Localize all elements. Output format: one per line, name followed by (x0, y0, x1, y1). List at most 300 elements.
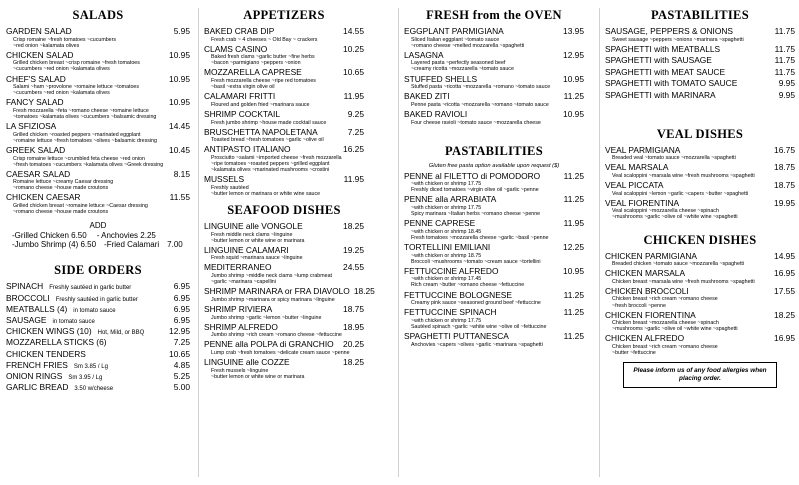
menu-item-row (6, 170, 190, 180)
menu-item (204, 340, 364, 356)
menu-item-price: 11.95 (563, 218, 584, 229)
side-order-price: 5.00 (173, 382, 190, 393)
side-order-name: MOZZARELLA STICKS (6) (6, 337, 107, 348)
menu-item-name: CAESAR SALAD (6, 168, 71, 179)
menu-item-price: 8.15 (173, 168, 190, 179)
menu-item-description: Sweet sausage ~peppers ~onions ~marinara ~spaghetti (612, 36, 744, 43)
menu-item-description: ~with chicken or shrimp 18.75 (411, 252, 482, 259)
add-ons-title: ADD (89, 221, 107, 231)
menu-item-name: SHRIMP COCKTAIL (204, 108, 281, 119)
menu-item (6, 51, 190, 73)
menu-item-description: Prosciutto ~salami ~imported cheese ~fresh mozzarella (211, 154, 342, 161)
chicken-list (605, 252, 795, 357)
menu-item-name: MOZZARELLA CAPRESE (204, 67, 302, 78)
menu-item-row (204, 68, 364, 78)
menu-item-row (404, 195, 584, 205)
menu-item-row (404, 243, 584, 253)
side-order-name: GARLIC BREAD (6, 382, 69, 393)
menu-item (605, 334, 795, 356)
menu-item-description: ~with chicken or shrimp 17.45 (411, 276, 482, 283)
menu-item (605, 163, 795, 179)
menu-item (6, 98, 190, 120)
menu-item (204, 92, 364, 108)
menu-item-description: ~butter ~fettuccine (612, 350, 656, 357)
menu-item-description: ~romaine lettuce ~fresh tomatoes ~olives ~balsamic dressing (13, 137, 157, 144)
menu-item-price: 11.95 (343, 174, 364, 185)
add-on-item: -Fried Calamari (104, 240, 160, 250)
add-on-item: -Jumbo Shrimp (4) 6.50 (12, 240, 97, 250)
menu-item-name: LINGUINE alle VONGOLE (204, 220, 303, 231)
menu-item-description: Breaded veal ~tomato sauce ~mozzarella ~spaghetti (612, 155, 736, 162)
menu-item-row (204, 145, 364, 155)
menu-item-name: ANTIPASTO ITALIANO (204, 144, 291, 155)
menu-item-name: SAUSAGE, PEPPERS & ONIONS (605, 26, 733, 36)
column-1 (6, 6, 190, 395)
seafood-list (204, 220, 375, 380)
side-order-price: 10.65 (169, 348, 190, 359)
menu-item-row (605, 269, 795, 279)
menu-item-description: Jumbo shrimp ~marinara or spicy marinara ~linguine (211, 296, 335, 303)
menu-item-price: 14.45 (169, 121, 190, 132)
side-order-name: ONION RINGS (6, 371, 63, 382)
side-order-name: BROCCOLI (6, 292, 50, 303)
menu-item-row (404, 27, 584, 37)
menu-item-price: 10.25 (343, 43, 364, 54)
menu-item-name: VEAL PICCATA (605, 180, 664, 191)
menu-item-name: PENNE alla ARRABIATA (404, 194, 497, 205)
menu-item-price: 9.95 (778, 78, 795, 89)
menu-item-name: VEAL PARMIGIANA (605, 144, 681, 155)
menu-item (605, 146, 795, 162)
side-order-price: 5.25 (173, 371, 190, 382)
menu-item-name: CALAMARI FRITTI (204, 91, 276, 102)
side-order-name: MEATBALLS (4) (6, 303, 68, 314)
menu-item-row (605, 334, 795, 344)
menu-item-price: 10.95 (169, 97, 190, 108)
menu-item (204, 246, 364, 262)
menu-item (605, 287, 795, 309)
menu-item-name: CHICKEN ALFREDO (605, 333, 685, 344)
side-order-row (6, 383, 190, 394)
menu-item-description: Fresh crab ~ 4 cheeses ~ Old Bay ~ crackers (211, 36, 318, 43)
menu-item-name: VEAL MARSALA (605, 162, 669, 173)
menu-item (204, 222, 364, 244)
add-on-price: 7.00 (167, 240, 183, 250)
side-order-note (86, 353, 92, 359)
menu-item (6, 170, 190, 192)
menu-item-row (204, 92, 364, 102)
menu-item-price: 10.95 (563, 108, 584, 119)
menu-item-price: 14.55 (343, 26, 364, 36)
menu-item-description: Grilled chicken breast ~crisp romaine ~fresh tomatoes (13, 60, 140, 67)
menu-item-row (605, 181, 795, 191)
menu-item (204, 45, 364, 67)
menu-item-row (605, 163, 795, 173)
menu-item (6, 27, 190, 49)
menu-item (6, 193, 190, 215)
menu-item-name: GARDEN SALAD (6, 26, 72, 36)
menu-item-row (204, 340, 364, 350)
menu-item-name: FANCY SALAD (6, 97, 64, 108)
menu-item-price: 19.95 (774, 197, 795, 208)
menu-item-name: SHRIMP RIVIERA (204, 303, 273, 314)
menu-item-name: LINGUINE CALAMARI (204, 244, 289, 255)
menu-item-name: SPAGHETTI with TOMATO SAUCE (605, 78, 738, 89)
menu-item-row (204, 45, 364, 55)
menu-item-description: Sliced Italian eggplant ~tomato sauce (411, 36, 500, 43)
menu-item-row (605, 68, 795, 78)
menu-item-row (605, 287, 795, 297)
menu-item (605, 199, 795, 221)
menu-item (404, 267, 584, 289)
column-divider (198, 8, 199, 477)
menu-item-description: ~fresh tomatoes ~cucumbers ~kalamata olives ~Greek dressing (13, 161, 164, 168)
menu-item-name: SHRIMP ALFREDO (204, 321, 278, 332)
menu-item-price: 10.95 (169, 73, 190, 84)
menu-item-price: 11.25 (563, 170, 584, 181)
menu-item (605, 91, 795, 101)
menu-item-row (204, 358, 364, 368)
menu-item (404, 308, 584, 330)
menu-item-description: Creamy pink sauce ~seasoned ground beef ~fettuccine (411, 300, 541, 307)
side-order-note: Sm 3.95 / Lg (68, 375, 103, 382)
menu-item-row (6, 146, 190, 156)
menu-item-description: ~cucumbers ~red onion ~kalamata olives (13, 90, 110, 97)
menu-item-row (605, 45, 795, 55)
side-order-price: 6.95 (173, 315, 190, 326)
column-2 (204, 6, 375, 382)
menu-item (404, 51, 584, 73)
menu-item-row (404, 219, 584, 229)
menu-item-price: 10.95 (563, 73, 584, 84)
menu-item (605, 27, 795, 43)
menu-item-name: CHICKEN PARMIGIANA (605, 250, 697, 261)
menu-item-description: Chicken breast ~mozzarella cheese ~spinach (612, 320, 719, 327)
menu-item-description: ~romano cheese ~melted mozzarella ~spaghetti (411, 42, 525, 49)
menu-item-description: Fresh jumbo shrimp ~house made cocktail sauce (211, 119, 327, 126)
side-order-note: 3.50 w/cheese (74, 386, 114, 393)
menu-item-row (6, 193, 190, 203)
menu-item-description: Sautéed spinach ~garlic ~white wine ~olive oil ~fettuccine (411, 323, 547, 330)
menu-item-description: ~with chicken or shrimp 17.75 (411, 317, 482, 324)
menu-item-name: BAKED ZITI (404, 91, 450, 102)
menu-item-description: Chicken breast ~marsala wine ~fresh mushrooms ~spaghetti (612, 278, 755, 285)
veal-list (605, 146, 795, 221)
menu-item-price: 14.95 (774, 250, 795, 261)
menu-item-description: Grilled chicken breast ~romaine lettuce ~Caesar dressing (13, 203, 148, 210)
menu-item-name: CHICKEN BROCCOLI (605, 285, 689, 296)
menu-item-description: Toasted bread ~fresh tomatoes ~garlic ~olive oil (211, 137, 324, 144)
menu-item-name: CHICKEN CAESAR (6, 192, 81, 203)
menu-item-name: SPAGHETTI with SAUSAGE (605, 55, 712, 66)
menu-item-row (605, 311, 795, 321)
side-order-name: CHICKEN TENDERS (6, 348, 86, 359)
menu-item-description: ~creamy ricotta ~mozzarella ~tomato sauce (411, 66, 514, 73)
menu-item-row (605, 56, 795, 66)
menu-item-name: PENNE CAPRESE (404, 218, 476, 229)
menu-item-price: 10.95 (169, 49, 190, 60)
menu-item-description: Fresh middle neck clams ~linguine (211, 231, 293, 238)
menu-item-description: Baked fresh clams ~garlic butter ~fine herbs (211, 54, 315, 61)
menu-item (204, 323, 364, 339)
menu-item-price: 11.75 (774, 55, 795, 66)
menu-item-price: 18.25 (343, 356, 364, 367)
menu-item-price: 11.25 (563, 289, 584, 300)
menu-item-row (6, 75, 190, 85)
menu-item-description: Crisp romaine lettuce ~crumbled feta cheese ~red onion (13, 155, 145, 162)
menu-item (204, 358, 364, 380)
menu-item (605, 311, 795, 333)
menu-item-row (605, 199, 795, 209)
menu-item-description: Broccoli ~mushrooms ~tomato ~cream sauce ~tortellini (411, 258, 541, 265)
menu-item-description: Veal scaloppini ~lemon ~garlic ~capers ~butter ~spaghetti (612, 190, 749, 197)
section-title-chicken: CHICKEN DISHES (643, 232, 757, 247)
menu-item-description: Veal scaloppini ~marsala wine ~fresh mushrooms ~spaghetti (612, 172, 755, 179)
menu-item-description: ~tomatoes ~kalamata olives ~cucumbers ~balsamic dressing (13, 114, 157, 121)
menu-item-name: PENNE al FILETTO di POMODORO (404, 170, 541, 181)
menu-item-row (204, 246, 364, 256)
menu-item-description: Chicken breast ~rich cream ~romano cheese (612, 344, 718, 351)
menu-item-name: SPAGHETTI with MEATBALLS (605, 43, 721, 54)
menu-item-row (404, 308, 584, 318)
menu-item-row (204, 305, 364, 315)
menu-item-price: 19.25 (343, 244, 364, 255)
menu-item-description: ~red onion ~kalamata olives (13, 42, 80, 49)
menu-item-price: 18.25 (774, 309, 795, 320)
menu-item-name: BAKED CRAB DIP (204, 26, 275, 36)
side-order-note (107, 341, 113, 347)
menu-item-price: 11.25 (563, 194, 584, 205)
menu-item-price: 24.55 (343, 262, 364, 273)
menu-item-name: CHICKEN FIORENTINA (605, 309, 696, 320)
menu-item (404, 195, 584, 217)
menu-item-name: FETTUCCINE BOLOGNESE (404, 289, 512, 300)
menu-item (404, 332, 584, 348)
menu-item (404, 219, 584, 241)
menu-item-price: 9.25 (347, 108, 364, 119)
menu-item (605, 68, 795, 78)
section-title-oven: FRESH from the OVEN (426, 8, 562, 22)
menu-item-price: 16.95 (774, 333, 795, 344)
menu-item-row (605, 79, 795, 89)
side-order-note: Sm 3.85 / Lg (73, 363, 108, 370)
menu-item (204, 145, 364, 173)
add-on-item: -Grilled Chicken 6.50 (12, 230, 87, 240)
menu-item-description: ~with chicken or shrimp 17.75 (411, 181, 482, 188)
side-order-note: in tomato sauce (73, 307, 116, 314)
menu-item-description: Breaded chicken ~tomato sauce ~mozzarella ~spaghetti (612, 261, 745, 268)
menu-item-name: MUSSELS (204, 174, 245, 185)
menu-item-description: ~butter lemon or marinara or white wine sauce (211, 190, 321, 197)
menu-item-price: 10.45 (169, 144, 190, 155)
menu-item-description: Jumbo shrimp ~rich cream ~romano cheese ~fettuccine (211, 332, 342, 339)
menu-item-row (6, 98, 190, 108)
menu-item-description: Salami ~ham ~provolone ~romaine lettuce ~tomatoes (13, 84, 140, 91)
menu-item (204, 110, 364, 126)
menu-item-name: FETTUCCINE SPINACH (404, 307, 497, 318)
section-title-pastabilities-2: PASTABILITIES (651, 8, 749, 22)
menu-item-name: VEAL FIORENTINA (605, 197, 680, 208)
menu-item-row (404, 110, 584, 120)
menu-item-row (204, 323, 364, 333)
side-order-price: 7.25 (173, 337, 190, 348)
column-divider (398, 8, 399, 477)
menu-item (404, 110, 584, 126)
menu-item-price: 16.95 (774, 268, 795, 279)
menu-item-description: Lump crab ~fresh tomatoes ~delicate cream sauce ~penne (211, 349, 350, 356)
menu-item-description: Jumbo shrimp ~middle neck clams ~lump crabmeat (211, 273, 332, 280)
menu-item-price: 11.75 (774, 26, 795, 36)
menu-item-price: 11.25 (563, 331, 584, 341)
menu-item (6, 146, 190, 168)
menu-item-description: Fresh squid ~marinara sauce ~linguine (211, 255, 303, 262)
menu-item-price: 18.25 (353, 286, 375, 297)
section-title-veal: VEAL DISHES (656, 126, 744, 141)
menu-item (605, 45, 795, 55)
menu-item-row (404, 172, 584, 182)
allergy-note: Please inform us of any food allergies when placing order. (623, 362, 777, 388)
menu-item-name: SPAGHETTI PUTTANESCA (404, 331, 509, 341)
menu-item (204, 286, 375, 303)
menu-item-name: FETTUCCINE ALFREDO (404, 265, 499, 276)
menu-item-price: 16.25 (343, 144, 364, 155)
menu-item-description: Floured and golden fried ~marinara sauce (211, 101, 310, 108)
menu-item-description: ~mushrooms ~garlic ~olive oil ~white wine ~spaghetti (612, 326, 738, 333)
menu-item-description: Jumbo shrimp ~garlic ~lemon ~butter ~linguine (211, 314, 322, 321)
section-title-side-orders: SIDE ORDERS (54, 263, 142, 278)
side-order-price: 6.95 (173, 303, 190, 314)
menu-item-row (605, 146, 795, 156)
menu-item-price: 17.55 (774, 285, 795, 296)
menu-item-description: Penne pasta ~ricotta ~mozzarella ~romano ~tomato sauce (411, 101, 549, 108)
menu-item-description: ~garlic ~marinara ~capellini (211, 279, 276, 286)
menu-item-description: ~mushrooms ~garlic ~olive oil ~white wine ~spaghetti (612, 214, 738, 221)
menu-item (204, 175, 364, 197)
menu-item-price: 18.95 (343, 321, 364, 332)
side-order-name: CHICKEN WINGS (10) (6, 326, 92, 337)
menu-item (204, 68, 364, 90)
menu-item-row (6, 27, 190, 37)
side-order-price: 12.95 (169, 326, 190, 337)
add-ons (6, 221, 190, 249)
menu-item-description: ~ripe tomatoes ~roasted peppers ~grilled eggplant (211, 161, 330, 167)
menu-item-price: 18.75 (343, 303, 364, 314)
menu-item-price: 7.25 (347, 126, 364, 137)
menu-item-description: ~romano cheese ~house made croutons (13, 209, 109, 216)
menu-item-row (204, 175, 364, 185)
menu-item-description: Fresh mozzarella ~feta ~romano cheese ~romaine lettuce (13, 107, 149, 114)
menu-item-price: 10.95 (563, 265, 584, 276)
menu-item-description: Spicy marinara ~Italian herbs ~romano cheese ~penne (411, 211, 541, 218)
menu-item-name: CHEF'S SALAD (6, 73, 66, 84)
menu-item-row (404, 51, 584, 61)
menu-item (404, 27, 584, 49)
menu-item-name: EGGPLANT PARMIGIANA (404, 26, 504, 36)
menu-item (605, 56, 795, 66)
menu-item-description: Rich cream ~butter ~romano cheese ~fettuccine (411, 282, 525, 289)
menu-item (6, 122, 190, 144)
menu-item-row (605, 27, 795, 37)
menu-item (605, 79, 795, 89)
menu-item-name: CHICKEN MARSALA (605, 268, 686, 279)
menu-item-row (404, 92, 584, 102)
menu-item-price: 18.75 (774, 180, 795, 191)
column-divider (599, 8, 600, 477)
menu-item-row (204, 222, 364, 232)
section-title-salads: SALADS (72, 8, 124, 22)
menu-item-description: ~romano cheese ~house made croutons (13, 185, 109, 192)
menu-item-name: MEDITERRANEO (204, 262, 272, 273)
menu-item-description: Fresh tomatoes ~mozzarella cheese ~garlic ~basil ~penne (411, 234, 549, 241)
menu-item-description: ~kalamata olives ~marinated mushrooms ~crostini (211, 167, 330, 174)
gluten-free-note: Gluten free pasta option available upon request ($) (428, 162, 560, 169)
menu-item (204, 305, 364, 321)
oven-list (404, 27, 584, 126)
menu-item-price: 16.75 (774, 144, 795, 155)
menu-item-row (404, 291, 584, 301)
section-title-appetizers: APPETIZERS (243, 8, 325, 22)
menu-item-name: GREEK SALAD (6, 144, 66, 155)
menu-item-name: CHICKEN SALAD (6, 49, 74, 60)
menu-item (605, 181, 795, 197)
menu-item-price: 5.95 (173, 26, 190, 36)
menu-item-description: Grilled chicken ~roasted peppers ~marinated eggplant (13, 131, 141, 138)
menu-item-name: TORTELLINI EMILIANI (404, 241, 491, 252)
menu-item (404, 92, 584, 108)
menu-item-name: PENNE alla POLPA di GRANCHIO (204, 339, 334, 350)
menu-item (605, 269, 795, 285)
menu-item-price: 11.95 (343, 91, 364, 102)
menu-item-description: ~cucumbers ~red onion ~kalamata olives (13, 66, 110, 73)
menu-item-name: SPAGHETTI with MEAT SAUCE (605, 66, 726, 77)
menu-item-price: 18.25 (343, 220, 364, 231)
menu-item-description: Chicken breast ~rich cream ~romano cheese (612, 296, 718, 303)
menu-item-price: 9.95 (778, 90, 795, 101)
menu-item (204, 263, 364, 285)
menu-item-price: 11.25 (563, 307, 584, 318)
menu-item (204, 128, 364, 144)
menu-item-description: ~butter lemon or white wine or marinara (211, 373, 305, 380)
menu-item-description: ~with chicken or shrimp 18.45 (411, 228, 482, 235)
section-title-pastabilities: PASTABILITIES (445, 143, 543, 158)
menu-item-price: 18.75 (774, 162, 795, 173)
menu-item-price: 12.25 (563, 241, 584, 252)
menu-item-price: 11.55 (169, 192, 190, 203)
menu-item-description: Fresh mozzarella cheese ~ripe red tomatoes (211, 78, 316, 85)
menu-item-name: STUFFED SHELLS (404, 73, 478, 84)
menu-item (404, 291, 584, 307)
menu-item-row (404, 75, 584, 85)
menu-item-description: Anchovies ~capers ~olives ~garlic ~marinara ~spaghetti (411, 341, 543, 348)
side-order-name: SAUSAGE (6, 315, 47, 326)
add-on-item: - Anchovies 2.25 (96, 230, 156, 240)
menu-item-name: LA SFIZIOSA (6, 121, 57, 132)
menu-item (605, 252, 795, 268)
side-order-note: Freshly sautéed in garlic butter (55, 296, 138, 303)
appetizers-list (204, 27, 364, 197)
menu-item-name: SHRIMP MARINARA or FRA DIAVOLO (204, 286, 350, 297)
menu-item-description: Romaine lettuce ~creamy Caesar dressing (13, 179, 114, 186)
side-order-note: Freshly sautéed in garlic butter (49, 285, 132, 292)
side-order-name: SPINACH (6, 281, 44, 292)
menu-item-description: Layered pasta ~perfectly seasoned beef (411, 60, 506, 67)
column-3 (404, 6, 584, 350)
menu-item-row (605, 252, 795, 262)
menu-item-name: BAKED RAVIOLI (404, 108, 468, 119)
menu-item-description: ~butter lemon or white wine or marinara (211, 237, 305, 244)
menu-item-price: 11.25 (563, 91, 584, 102)
menu-item-description: Four cheese ravioli ~tomato sauce ~mozzarella cheese (411, 119, 541, 126)
